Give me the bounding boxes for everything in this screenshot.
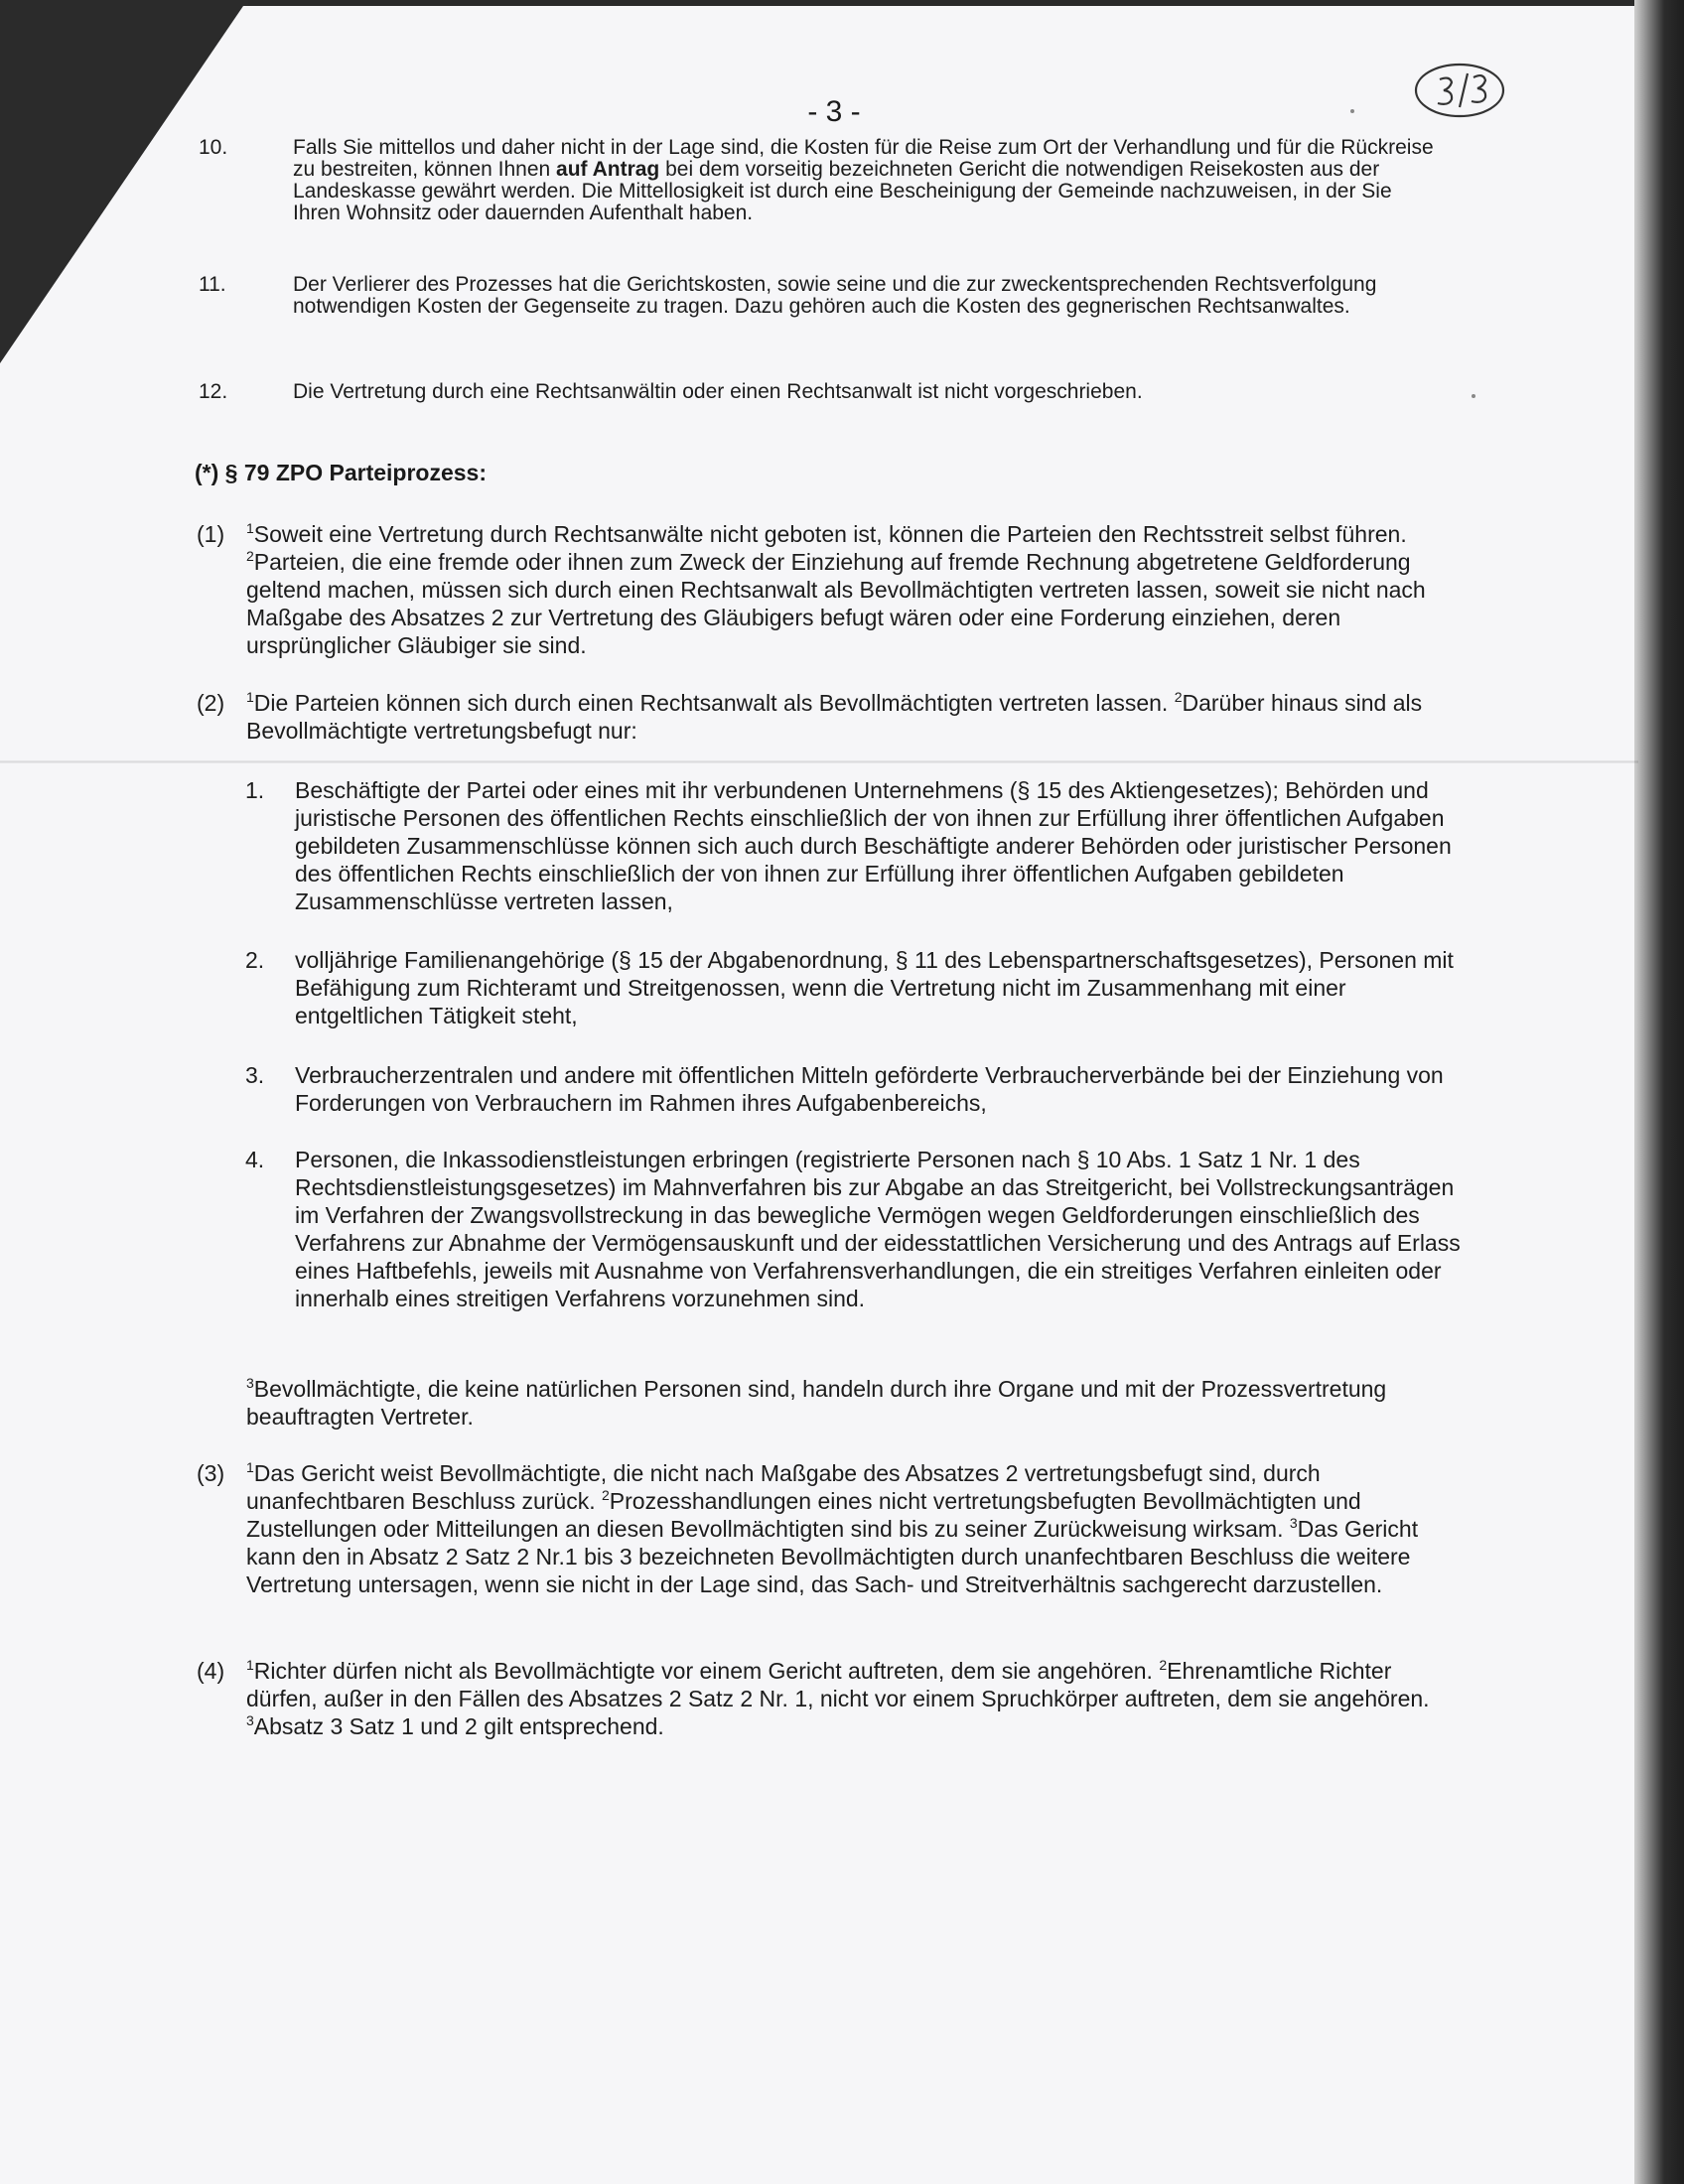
page-number: - 3 - (807, 95, 861, 128)
item-text: Der Verlierer des Prozesses hat die Gerichtskosten, sowie seine und die zur zweckentsprechenden Rechtsverfolgung notwendigen Kosten der Gegenseite zu tragen. Dazu gehören auch die Kosten des gegnerischen Rechtsanwaltes. (293, 273, 1377, 318)
paragraph-text: $^1$Die Parteien können sich durch einen Rechtsanwalt als Bevollmächtigten vertreten lassen. $^2$Darüber hinaus sind als Bevollmächtigte vertretungsbefugt nur: (246, 689, 1423, 744)
paragraph-label: (4) (197, 1658, 225, 1684)
paragraph-text: $^1$Richter dürfen nicht als Bevollmächtigte vor einem Gericht auftreten, dem sie angehören. $^2$Ehrenamtliche Richter dürfen, außer in den Fällen des Absatzes 2 Satz 2 Nr. 1, nicht vor einem Spruchkörper auftreten, dem sie angehören. $^3$Absatz 3 Satz 1 und 2 gilt entsprechend. (246, 1657, 1430, 1739)
item-text: Die Vertretung durch eine Rechtsanwältin oder einen Rechtsanwalt ist nicht vorgeschrieben. (293, 380, 1143, 403)
sub-item-text: volljährige Familienangehörige (§ 15 der Abgabenordnung, § 11 des Lebenspartnerschaftsgesetzes), Personen mit Befähigung zum Richteramt und Streitgenossen, wenn die Vertretung nicht im Zusammenhang mit einer entgeltlichen Tätigkeit steht, (295, 947, 1454, 1028)
sub-item-number: 1. (245, 777, 265, 803)
sub-item-text: Personen, die Inkassodienstleistungen erbringen (registrierte Personen nach § 10 Abs. 1 Satz 1 Nr. 1 des Rechtsdienstleistungsgesetzes) im Mahnverfahren bis zur Abgabe an das Streitgericht, bei Vollstreckungsanträgen im Verfahren der Zwangsvollstreckung in das bewegliche Vermögen wegen Geldforderungen einschließlich des Verfahrens zur Abnahme der Vermögensauskunft und der eidesstattlichen Versicherung und des Antrags auf Erlass eines Haftbefehls, jeweils mit Ausnahme von Verfahrensverhandlungen, die ein streitiges Verfahren einleiten oder innerhalb eines streitigen Verfahrens vorzunehmen sind. (295, 1147, 1461, 1311)
paragraph-label: (2) (197, 690, 225, 716)
paragraph-label: (3) (197, 1460, 225, 1486)
section-heading: (*) § 79 ZPO Parteiprozess: (195, 460, 487, 485)
paragraph-label: (1) (197, 521, 225, 547)
speck (1350, 109, 1354, 113)
handwritten-page-mark (1410, 60, 1509, 121)
paragraph-text: $^1$Soweit eine Vertretung durch Rechtsanwälte nicht geboten ist, können die Parteien den Rechtsstreit selbst führen. $^2$Parteien, die eine fremde oder ihnen zum Zweck der Einziehung auf fremde Rechnung abgetretene Geldforderung geltend machen, müssen sich durch einen Rechtsanwalt als Bevollmächtigten vertreten lassen, soweit sie nicht nach Maßgabe des Absatzes 2 zur Vertretung des Gläubigers befugt wären oder eine Forderung einziehen, deren ursprünglicher Gläubiger sie sind. (246, 520, 1426, 658)
sub-item-text: Beschäftigte der Partei oder eines mit ihr verbundenen Unternehmens (§ 15 des Aktiengesetzes); Behörden und juristische Personen des öffentlichen Rechts einschließlich der von ihnen zur Erfüllung ihrer öffentlichen Aufgaben gebildeten Zusammenschlüsse können sich auch durch Beschäftigte anderer Behörden oder juristischer Personen des öffentlichen Rechts einschließlich der von ihnen zur Erfüllung ihrer öffentlichen Aufgaben gebildeten Zusammenschlüsse vertreten lassen, (295, 777, 1452, 914)
paragraph-text: $^3$Bevollmächtigte, die keine natürlichen Personen sind, handeln durch ihre Organe und mit der Prozessvertretung beauftragten Vertreter. (246, 1375, 1387, 1430)
item-number: 10. (199, 136, 228, 159)
sub-item-text: Verbraucherzentralen und andere mit öffentlichen Mitteln geförderte Verbraucherverbände bei der Einziehung von Forderungen von Verbrauchern im Rahmen ihres Aufgabenbereichs, (295, 1062, 1444, 1116)
sub-item-number: 4. (245, 1147, 265, 1172)
fold-crease (0, 760, 1638, 763)
paragraph-text: $^1$Das Gericht weist Bevollmächtigte, die nicht nach Maßgabe des Absatzes 2 vertretungsbefugt sind, durch unanfechtbaren Beschluss zurück. $^2$Prozesshandlungen eines nicht vertretungsbefugten Bevollmächtigten und Zustellungen oder Mitteilungen an diesen Bevollmächtigten sind bis zu seiner Zurückweisung wirksam. $^3$Das Gericht kann den in Absatz 2 Satz 2 Nr.1 bis 3 bezeichneten Bevollmächtigten durch unanfechtbaren Beschluss die weitere Vertretung untersagen, wenn sie nicht in der Lage sind, das Sach- und Streitverhältnis sachgerecht darzustellen. (246, 1459, 1419, 1597)
sub-item-number: 3. (245, 1062, 265, 1088)
speck (1472, 394, 1475, 398)
item-number: 11. (199, 273, 226, 296)
sub-item-number: 2. (245, 947, 265, 973)
item-number: 12. (199, 380, 228, 403)
item-text: Falls Sie mittellos und daher nicht in der Lage sind, die Kosten für die Reise zum Ort der Verhandlung und für die Rückreise zu bestreiten, können Ihnen auf Antrag bei dem vorseitig bezeichneten Gericht die notwendigen Reisekosten aus der Landeskasse gewährt werden. Die Mittellosigkeit ist durch eine Bescheinigung der Gemeinde nachzuweisen, in der Sie Ihren Wohnsitz oder dauernden Aufenthalt haben. (293, 136, 1434, 224)
page-edge (1634, 0, 1684, 2184)
